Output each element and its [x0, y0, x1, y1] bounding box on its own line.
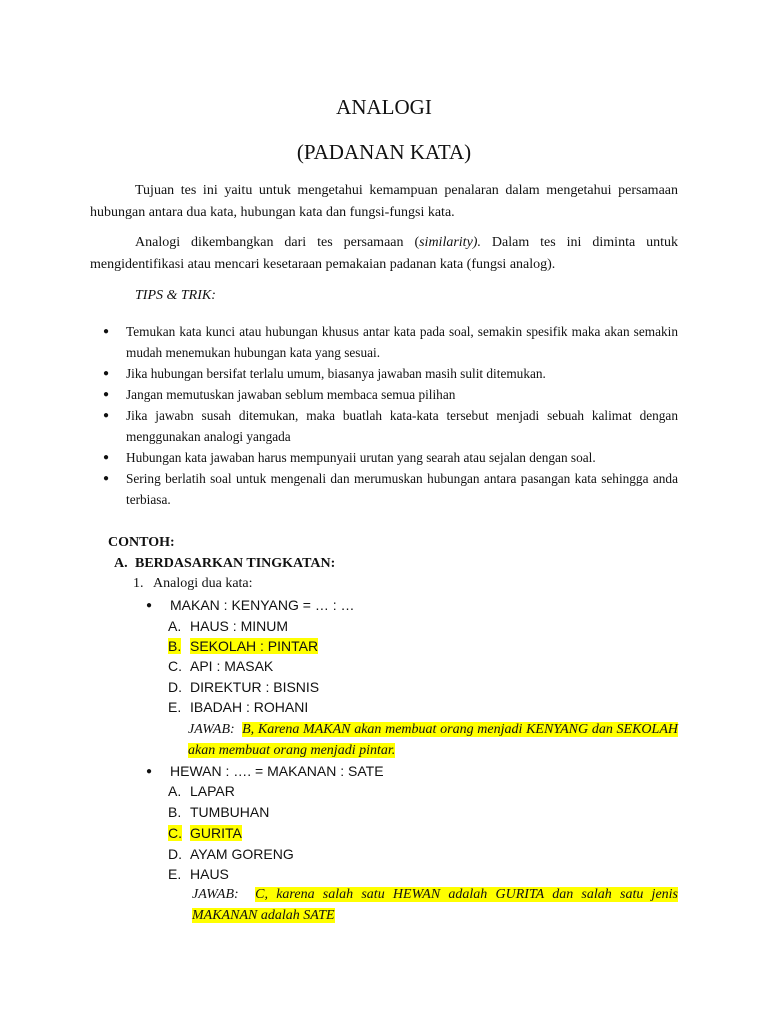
option-label: HAUS	[190, 866, 229, 882]
option-letter: E.	[168, 699, 182, 715]
document-subtitle: (PADANAN KATA)	[296, 140, 472, 164]
answer-2	[192, 884, 678, 926]
option-text	[190, 804, 269, 820]
option-letter: C.	[168, 825, 182, 841]
answer-label: JAWAB:	[188, 722, 235, 737]
answer-text: B, Karena MAKAN akan membuat orang menjadi KENYANG dan SEKOLAH akan membuat orang menjadi pintar.	[188, 722, 678, 758]
option-label: LAPAR	[190, 783, 235, 799]
paragraph-text-after: Dalam tes ini diminta untuk mengidentifikasi atau mencari kesetaraan pemakaian padanan kata (fungsi analog).	[90, 235, 679, 272]
option-label: IBADAH : ROHANI	[190, 699, 309, 715]
option-letter: D.	[168, 846, 182, 862]
option-label: HAUS : MINUM	[190, 618, 288, 634]
option-letter: C.	[168, 658, 182, 674]
option-text	[190, 679, 319, 695]
paragraph-text-before: Analogi dikembangkan dari tes persamaan (	[135, 235, 420, 250]
option-text	[190, 699, 308, 715]
option-label: GURITA	[190, 825, 242, 841]
option-text-correct	[190, 825, 242, 841]
option-text	[190, 866, 229, 882]
intro-paragraph: Tujuan tes ini yaitu untuk mengetahui kemampuan penalaran dalam mengetahui persamaan hubungan antara dua kata, hubungan kata dan fungsi-fungsi kata.	[90, 183, 678, 220]
option-label: DIREKTUR : BISNIS	[190, 679, 320, 695]
option-letter: B.	[168, 638, 182, 654]
tip-item: ● Jika hubungan bersifat terlalu umum, biasanya jawaban masih sulit ditemukan.	[90, 363, 678, 384]
option-letter: A.	[168, 783, 182, 799]
option-text	[190, 618, 288, 634]
document-title: ANALOGI	[336, 95, 432, 119]
similarity-paragraph	[90, 232, 678, 276]
section-a-letter: A.	[114, 556, 128, 571]
tip-item: ● Jangan memutuskan jawaban seblum membaca semua pilihan	[90, 384, 678, 405]
option-text	[190, 658, 273, 674]
tips-list	[90, 321, 678, 510]
option-letter: D.	[168, 679, 182, 695]
option-label: TUMBUHAN	[190, 804, 270, 820]
subsection-label: Analogi dua kata:	[153, 576, 253, 591]
tip-item: ● Hubungan kata jawaban harus mempunyaii urutan yang searah atau sejalan dengan soal.	[90, 447, 678, 468]
tip-item: ● Jika jawabn susah ditemukan, maka buatlah kata-kata tersebut menjadi sebuah kalimat dengan menggunakan analogi yangada	[90, 405, 678, 447]
option-letter: E.	[168, 866, 182, 882]
option-letter: A.	[168, 618, 182, 634]
contoh-heading: CONTOH:	[108, 535, 175, 550]
bullet-icon: ●	[146, 766, 153, 777]
tips-heading: TIPS & TRIK:	[135, 288, 216, 303]
question-1: MAKAN : KENYANG = … : …	[170, 597, 355, 613]
answer-text: C, karena salah satu HEWAN adalah GURITA dan salah satu jenis MAKANAN adalah SATE	[192, 887, 679, 923]
tip-item: ● Temukan kata kunci atau hubungan khusus antar kata pada soal, semakin spesifik maka akan semakin mudah menemukan hubungan kata yang sesuai.	[90, 321, 678, 363]
option-label: API : MASAK	[190, 658, 274, 674]
option-text	[190, 846, 294, 862]
similarity-term: similarity).	[419, 235, 481, 250]
option-text	[190, 783, 235, 799]
subsection-number: 1.	[133, 576, 144, 591]
question-2: HEWAN : …. = MAKANAN : SATE	[170, 763, 384, 779]
option-letter: B.	[168, 804, 182, 820]
answer-label: JAWAB:	[192, 887, 239, 902]
option-label: SEKOLAH : PINTAR	[190, 638, 319, 654]
tip-item: ● Sering berlatih soal untuk mengenali dan merumuskan hubungan antara pasangan kata sehingga anda terbiasa.	[90, 468, 678, 510]
answer-1	[188, 719, 678, 761]
bullet-icon: ●	[146, 600, 153, 611]
section-a-title: BERDASARKAN TINGKATAN:	[135, 556, 336, 571]
option-text-correct	[190, 638, 318, 654]
option-label: AYAM GORENG	[190, 846, 294, 862]
